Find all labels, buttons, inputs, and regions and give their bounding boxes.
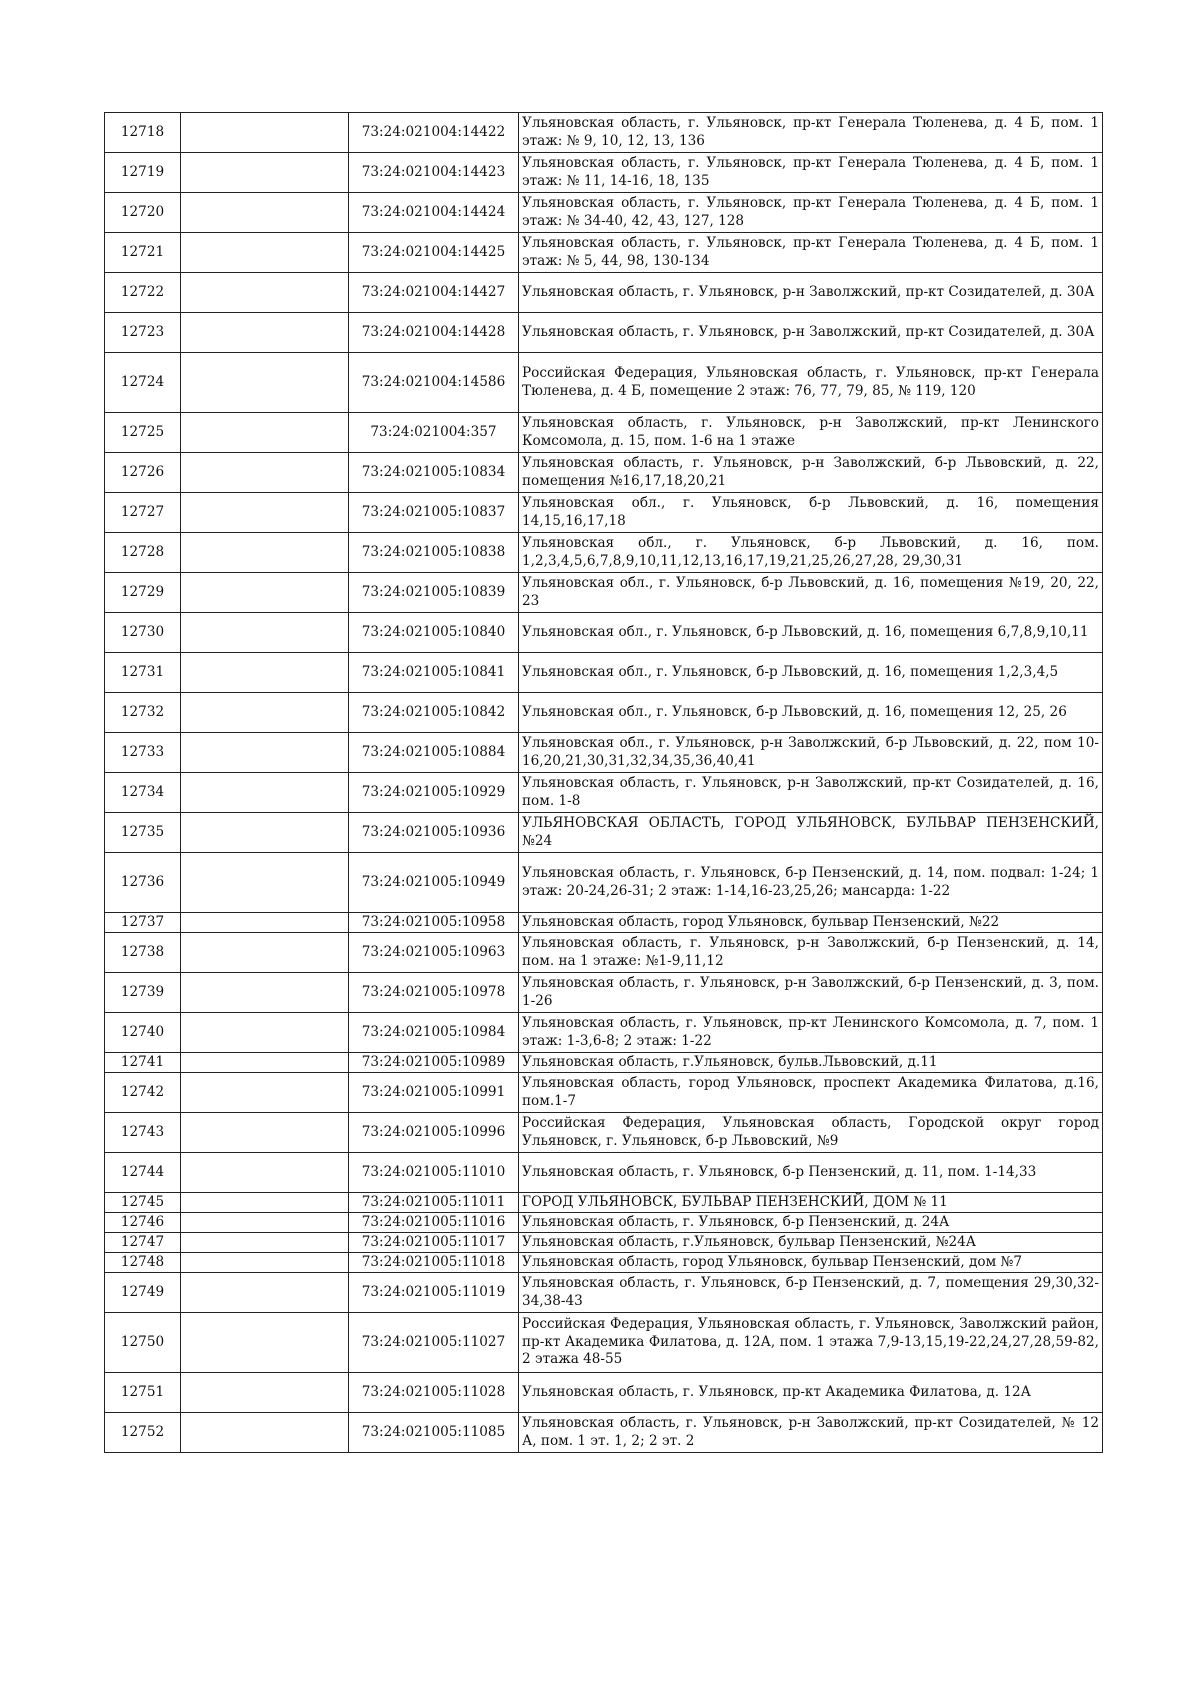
row-number: 12745	[105, 1193, 181, 1213]
table-row	[105, 693, 1103, 733]
empty-cell	[181, 533, 349, 573]
table-row	[105, 613, 1103, 653]
cadastral-number: 73:24:021004:14423	[349, 153, 519, 193]
address: Ульяновская область, г. Ульяновск, пр-кт Академика Филатова, д. 12А	[519, 1373, 1103, 1413]
cadastral-number: 73:24:021005:10958	[349, 913, 519, 933]
cadastral-number: 73:24:021004:14428	[349, 313, 519, 353]
address: Ульяновская область, г. Ульяновск, р-н Заволжский, б-р Львовский, д. 22, помещения №16,17,18,20,21	[519, 453, 1103, 493]
empty-cell	[181, 353, 349, 413]
row-number: 12729	[105, 573, 181, 613]
table-row	[105, 1373, 1103, 1413]
row-number: 12731	[105, 653, 181, 693]
empty-cell	[181, 113, 349, 153]
cadastral-number: 73:24:021005:11019	[349, 1273, 519, 1313]
address: Ульяновская область, г.Ульяновск, бульвар Пензенский, №24А	[519, 1233, 1103, 1253]
empty-cell	[181, 1373, 349, 1413]
cadastral-number: 73:24:021005:11027	[349, 1313, 519, 1373]
address: Ульяновская область, г. Ульяновск, пр-кт Генерала Тюленева, д. 4 Б, пом. 1 этаж: № 11, 14-16, 18, 135	[519, 153, 1103, 193]
cadastral-number: 73:24:021005:11018	[349, 1253, 519, 1273]
address: ГОРОД УЛЬЯНОВСК, БУЛЬВАР ПЕНЗЕНСКИЙ, ДОМ № 11	[519, 1193, 1103, 1213]
address: Ульяновская область, г. Ульяновск, р-н Заволжский, б-р Пензенский, д. 14, пом. на 1 этаже: №1-9,11,12	[519, 933, 1103, 973]
empty-cell	[181, 193, 349, 233]
empty-cell	[181, 693, 349, 733]
cadastral-number: 73:24:021005:10949	[349, 853, 519, 913]
table-row	[105, 353, 1103, 413]
row-number: 12722	[105, 273, 181, 313]
cadastral-number: 73:24:021004:357	[349, 413, 519, 453]
row-number: 12730	[105, 613, 181, 653]
table-row	[105, 1153, 1103, 1193]
cadastral-number: 73:24:021005:10929	[349, 773, 519, 813]
table-row	[105, 1193, 1103, 1213]
table-row	[105, 1413, 1103, 1453]
empty-cell	[181, 1213, 349, 1233]
address: Ульяновская область, г. Ульяновск, р-н Заволжский, пр-кт Созидателей, д. 30А	[519, 313, 1103, 353]
empty-cell	[181, 413, 349, 453]
table-row	[105, 313, 1103, 353]
cadastral-number: 73:24:021005:10841	[349, 653, 519, 693]
row-number: 12725	[105, 413, 181, 453]
table-row	[105, 1073, 1103, 1113]
cadastral-number: 73:24:021005:10884	[349, 733, 519, 773]
empty-cell	[181, 1313, 349, 1373]
address: Ульяновская область, г. Ульяновск, б-р Пензенский, д. 7, помещения 29,30,32-34,38-43	[519, 1273, 1103, 1313]
empty-cell	[181, 273, 349, 313]
row-number: 12723	[105, 313, 181, 353]
row-number: 12736	[105, 853, 181, 913]
cadastral-number: 73:24:021005:10991	[349, 1073, 519, 1113]
cadastral-number: 73:24:021005:10834	[349, 453, 519, 493]
address: Ульяновская область, г. Ульяновск, пр-кт Генерала Тюленева, д. 4 Б, пом. 1 этаж: № 34-40, 42, 43, 127, 128	[519, 193, 1103, 233]
address: Ульяновская обл., г. Ульяновск, б-р Львовский, д. 16, помещения №19, 20, 22, 23	[519, 573, 1103, 613]
row-number: 12732	[105, 693, 181, 733]
cadastral-number: 73:24:021005:10840	[349, 613, 519, 653]
cadastral-number: 73:24:021005:11017	[349, 1233, 519, 1253]
empty-cell	[181, 853, 349, 913]
row-number: 12743	[105, 1113, 181, 1153]
empty-cell	[181, 453, 349, 493]
table-row	[105, 493, 1103, 533]
cadastral-number: 73:24:021005:11016	[349, 1213, 519, 1233]
table-row	[105, 773, 1103, 813]
cadastral-number: 73:24:021005:11010	[349, 1153, 519, 1193]
empty-cell	[181, 1113, 349, 1153]
cadastral-number: 73:24:021004:14586	[349, 353, 519, 413]
address: Ульяновская область, г. Ульяновск, р-н Заволжский, пр-кт Ленинского Комсомола, д. 15, пом. 1-6 на 1 этаже	[519, 413, 1103, 453]
row-number: 12721	[105, 233, 181, 273]
row-number: 12739	[105, 973, 181, 1013]
cadastral-number: 73:24:021005:10978	[349, 973, 519, 1013]
table-row	[105, 733, 1103, 773]
empty-cell	[181, 153, 349, 193]
address: Российская Федерация, Ульяновская область, Городской округ город Ульяновск, г. Ульяновск, б-р Львовский, №9	[519, 1113, 1103, 1153]
address: Ульяновская область, г. Ульяновск, б-р Пензенский, д. 14, пом. подвал: 1-24; 1 этаж: 20-24,26-31; 2 этаж: 1-14,16-23,25,26; мансарда: 1-22	[519, 853, 1103, 913]
cadastral-number: 73:24:021005:10963	[349, 933, 519, 973]
empty-cell	[181, 1073, 349, 1113]
empty-cell	[181, 1013, 349, 1053]
table-row	[105, 1053, 1103, 1073]
row-number: 12741	[105, 1053, 181, 1073]
table-row	[105, 1113, 1103, 1153]
address: Ульяновская область, город Ульяновск, бульвар Пензенский, дом №7	[519, 1253, 1103, 1273]
address: Ульяновская область, г. Ульяновск, р-н Заволжский, пр-кт Созидателей, д. 30А	[519, 273, 1103, 313]
row-number: 12737	[105, 913, 181, 933]
address: УЛЬЯНОВСКАЯ ОБЛАСТЬ, ГОРОД УЛЬЯНОВСК, БУЛЬВАР ПЕНЗЕНСКИЙ, №24	[519, 813, 1103, 853]
address: Ульяновская область, г.Ульяновск, бульв.Львовский, д.11	[519, 1053, 1103, 1073]
table-row	[105, 1213, 1103, 1233]
row-number: 12750	[105, 1313, 181, 1373]
cadastral-number: 73:24:021005:10984	[349, 1013, 519, 1053]
cadastral-number: 73:24:021004:14422	[349, 113, 519, 153]
table-row	[105, 153, 1103, 193]
empty-cell	[181, 913, 349, 933]
empty-cell	[181, 493, 349, 533]
empty-cell	[181, 1253, 349, 1273]
table-row	[105, 973, 1103, 1013]
address: Ульяновская обл., г. Ульяновск, б-р Львовский, д. 16, пом. 1,2,3,4,5,6,7,8,9,10,11,12,13,16,17,19,21,25,26,27,28, 29,30,31	[519, 533, 1103, 573]
registry-table-body	[105, 113, 1103, 1453]
registry-table	[104, 112, 1103, 1453]
empty-cell	[181, 1193, 349, 1213]
row-number: 12718	[105, 113, 181, 153]
address: Ульяновская область, г. Ульяновск, пр-кт Генерала Тюленева, д. 4 Б, пом. 1 этаж: № 5, 44, 98, 130-134	[519, 233, 1103, 273]
address: Ульяновская область, город Ульяновск, бульвар Пензенский, №22	[519, 913, 1103, 933]
address: Ульяновская область, город Ульяновск, проспект Академика Филатова, д.16, пом.1-7	[519, 1073, 1103, 1113]
address: Ульяновская область, г. Ульяновск, р-н Заволжский, пр-кт Созидателей, д. 16, пом. 1-8	[519, 773, 1103, 813]
row-number: 12733	[105, 733, 181, 773]
row-number: 12735	[105, 813, 181, 853]
cadastral-number: 73:24:021005:10989	[349, 1053, 519, 1073]
table-row	[105, 1313, 1103, 1373]
row-number: 12720	[105, 193, 181, 233]
address: Ульяновская обл., г. Ульяновск, б-р Львовский, д. 16, помещения 1,2,3,4,5	[519, 653, 1103, 693]
row-number: 12747	[105, 1233, 181, 1253]
cadastral-number: 73:24:021004:14427	[349, 273, 519, 313]
cadastral-number: 73:24:021005:10936	[349, 813, 519, 853]
empty-cell	[181, 1273, 349, 1313]
cadastral-number: 73:24:021005:10996	[349, 1113, 519, 1153]
address: Российская Федерация, Ульяновская область, г. Ульяновск, пр-кт Генерала Тюленева, д. 4 Б, помещение 2 этаж: 76, 77, 79, 85, № 119, 120	[519, 353, 1103, 413]
table-row	[105, 913, 1103, 933]
cadastral-number: 73:24:021005:10839	[349, 573, 519, 613]
row-number: 12746	[105, 1213, 181, 1233]
cadastral-number: 73:24:021004:14424	[349, 193, 519, 233]
table-row	[105, 193, 1103, 233]
row-number: 12726	[105, 453, 181, 493]
table-row	[105, 853, 1103, 913]
row-number: 12719	[105, 153, 181, 193]
empty-cell	[181, 653, 349, 693]
empty-cell	[181, 613, 349, 653]
row-number: 12724	[105, 353, 181, 413]
table-row	[105, 273, 1103, 313]
empty-cell	[181, 1233, 349, 1253]
address: Ульяновская обл., г. Ульяновск, б-р Львовский, д. 16, помещения 14,15,16,17,18	[519, 493, 1103, 533]
table-row	[105, 653, 1103, 693]
table-row	[105, 813, 1103, 853]
address: Российская Федерация, Ульяновская область, г. Ульяновск, Заволжский район, пр-кт Академика Филатова, д. 12А, пом. 1 этажа 7,9-13,15,19-22,24,27,28,59-82, 2 этажа 48-55	[519, 1313, 1103, 1373]
table-row	[105, 533, 1103, 573]
address: Ульяновская обл., г. Ульяновск, б-р Львовский, д. 16, помещения 12, 25, 26	[519, 693, 1103, 733]
address: Ульяновская область, г. Ульяновск, пр-кт Ленинского Комсомола, д. 7, пом. 1 этаж: 1-3,6-8; 2 этаж: 1-22	[519, 1013, 1103, 1053]
table-row	[105, 113, 1103, 153]
empty-cell	[181, 813, 349, 853]
table-row	[105, 453, 1103, 493]
table-row	[105, 1273, 1103, 1313]
table-row	[105, 413, 1103, 453]
address: Ульяновская область, г. Ульяновск, р-н Заволжский, пр-кт Созидателей, № 12 А, пом. 1 эт. 1, 2; 2 эт. 2	[519, 1413, 1103, 1453]
row-number: 12728	[105, 533, 181, 573]
cadastral-number: 73:24:021005:11085	[349, 1413, 519, 1453]
cadastral-number: 73:24:021005:10842	[349, 693, 519, 733]
row-number: 12744	[105, 1153, 181, 1193]
cadastral-number: 73:24:021005:10838	[349, 533, 519, 573]
row-number: 12727	[105, 493, 181, 533]
empty-cell	[181, 733, 349, 773]
table-row	[105, 233, 1103, 273]
address: Ульяновская область, г. Ульяновск, пр-кт Генерала Тюленева, д. 4 Б, пом. 1 этаж: № 9, 10, 12, 13, 136	[519, 113, 1103, 153]
address: Ульяновская область, г. Ульяновск, б-р Пензенский, д. 24А	[519, 1213, 1103, 1233]
cadastral-number: 73:24:021005:11028	[349, 1373, 519, 1413]
row-number: 12734	[105, 773, 181, 813]
table-row	[105, 1233, 1103, 1253]
table-row	[105, 933, 1103, 973]
cadastral-number: 73:24:021004:14425	[349, 233, 519, 273]
address: Ульяновская обл., г. Ульяновск, б-р Львовский, д. 16, помещения 6,7,8,9,10,11	[519, 613, 1103, 653]
empty-cell	[181, 1413, 349, 1453]
row-number: 12742	[105, 1073, 181, 1113]
empty-cell	[181, 933, 349, 973]
address: Ульяновская обл., г. Ульяновск, р-н Заволжский, б-р Львовский, д. 22, пом 10-16,20,21,30,31,32,34,35,36,40,41	[519, 733, 1103, 773]
row-number: 12751	[105, 1373, 181, 1413]
row-number: 12740	[105, 1013, 181, 1053]
table-row	[105, 573, 1103, 613]
row-number: 12752	[105, 1413, 181, 1453]
row-number: 12748	[105, 1253, 181, 1273]
cadastral-number: 73:24:021005:11011	[349, 1193, 519, 1213]
empty-cell	[181, 233, 349, 273]
table-row	[105, 1013, 1103, 1053]
empty-cell	[181, 1053, 349, 1073]
empty-cell	[181, 573, 349, 613]
empty-cell	[181, 313, 349, 353]
empty-cell	[181, 1153, 349, 1193]
cadastral-number: 73:24:021005:10837	[349, 493, 519, 533]
row-number: 12738	[105, 933, 181, 973]
address: Ульяновская область, г. Ульяновск, б-р Пензенский, д. 11, пом. 1-14,33	[519, 1153, 1103, 1193]
row-number: 12749	[105, 1273, 181, 1313]
table-row	[105, 1253, 1103, 1273]
empty-cell	[181, 773, 349, 813]
address: Ульяновская область, г. Ульяновск, р-н Заволжский, б-р Пензенский, д. 3, пом. 1-26	[519, 973, 1103, 1013]
empty-cell	[181, 973, 349, 1013]
